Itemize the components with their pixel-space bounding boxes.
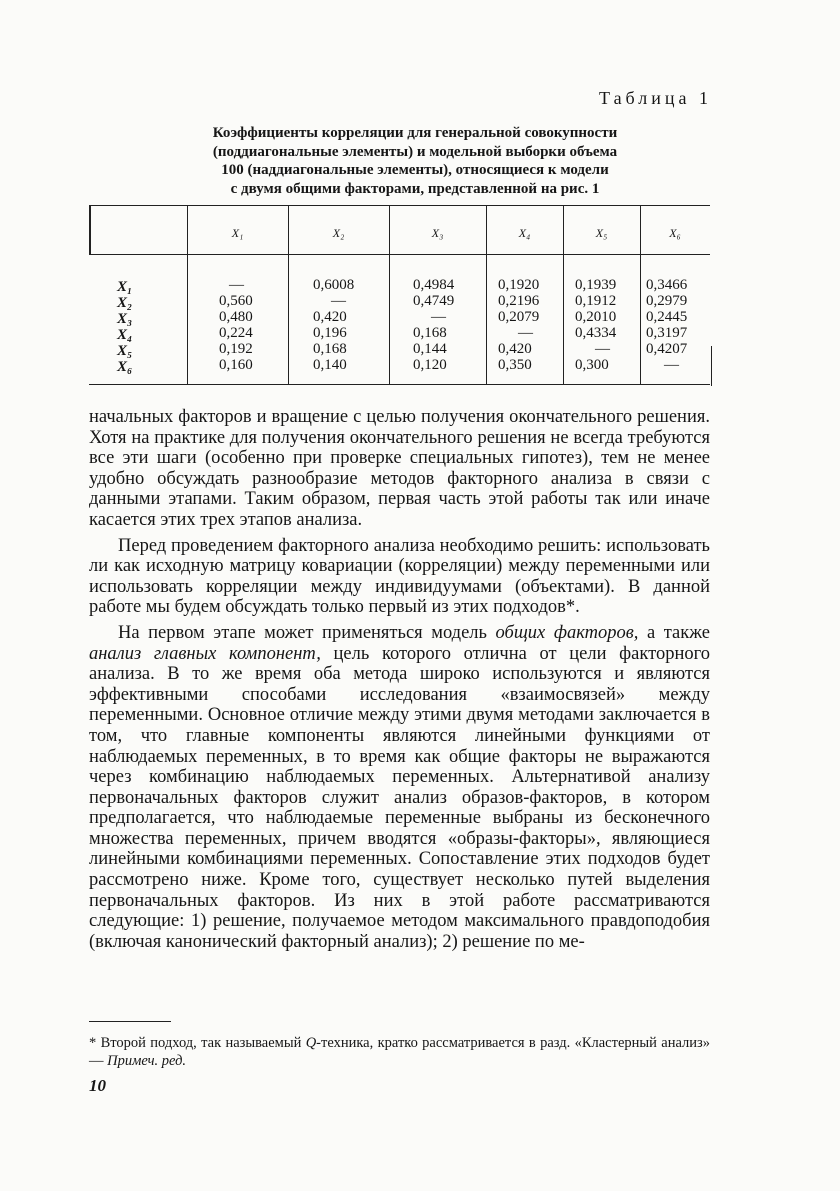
table-cell: — — [229, 277, 244, 293]
paragraph: Перед проведением факторного анализа необходимо решить: использовать ли как исходную матрицу ковариации (корреляции) между переменными или использовать корреляции между индивидуумами (объектами). В данной работе мы будем обсуждать только первый из этих подходов*. — [89, 535, 710, 618]
table-cell: — — [595, 341, 610, 357]
table-cell: 0,3466 — [646, 277, 688, 293]
column-header: X₅ — [595, 226, 608, 240]
page-number: 10 — [89, 1076, 106, 1095]
table-cell: 0,2010 — [575, 309, 617, 325]
table-cell: 0,2445 — [646, 309, 688, 325]
column-header: X₁ — [231, 226, 244, 240]
table-cell: 0,350 — [498, 357, 532, 373]
row-label: X₁ — [117, 279, 133, 295]
table-column-x3 — [413, 277, 454, 373]
table-cell: 0,140 — [313, 357, 347, 373]
column-header: X₂ — [332, 226, 345, 240]
table-cell: 0,224 — [219, 325, 253, 341]
footnote-italic: Примеч. ред. — [107, 1053, 187, 1069]
italic-term: анализ главных компонент, — [89, 643, 321, 664]
table-cell: 0,6008 — [313, 277, 355, 293]
table-column-x4 — [498, 277, 539, 373]
table-cell: 0,4334 — [575, 325, 617, 341]
row-label: X₆ — [117, 359, 133, 375]
body-text — [89, 407, 710, 952]
table-cell: 0,420 — [498, 341, 532, 357]
footnote-rule — [89, 1021, 171, 1022]
correlation-table — [89, 205, 710, 385]
table-cell: 0,4207 — [646, 341, 688, 357]
table-caption: Коэффициенты корреляции для генеральной совокупности (поддиагональные элементы) и модельной выборки объема 100 (наддиагональные элементы), относящиеся к модели с двумя общими факторами, представленной на рис. 1 — [212, 125, 618, 197]
table-cell: 0,160 — [219, 357, 253, 373]
table-cell: 0,4749 — [413, 293, 455, 309]
table-cell: 0,2079 — [498, 309, 540, 325]
footnote-text: * Второй подход, так называемый — [89, 1035, 306, 1051]
table-cell: 0,168 — [413, 325, 447, 341]
italic-term: общих факторов, — [495, 622, 639, 643]
footnote-text: -техника, кратко рассматривается в разд. «Кластерный анализ» — — [89, 1035, 710, 1069]
table-label: Таблица 1 — [599, 88, 712, 108]
table-cell: 0,1912 — [575, 293, 617, 309]
table-cell: 0,4984 — [413, 277, 455, 293]
row-label: X₂ — [117, 295, 133, 311]
table-column-x6 — [646, 277, 687, 373]
table-cell: — — [331, 293, 346, 309]
column-header: X₄ — [518, 226, 531, 240]
text-run: цель которого отлична от цели факторного анализа. В то же время оба метода широко используются и являются эффективными способами исследования «взаимосвязей» между переменными. Основное отличие между этими двумя методами заключается в том, что главные компоненты являются линейными функциями от наблюдаемых переменных, в то время как общие факторы не выражаются через комбинацию наблюдаемых переменных. Альтернативой анализу первоначальных факторов служит анализ образов-факторов, в котором предполагается, что наблюдаемые переменные выбраны из бесконечного множества переменных, причем вводятся «образы-факторы», являющиеся линейными комбинациями переменных. Сопоставление этих подходов будет рассмотрено ниже. Кроме того, существует несколько путей выделения первоначальных факторов. Из них в этой работе рассматриваются следующие: 1) решение, получаемое методом максимального правдоподобия (включая канонический факторный анализ); 2) решение по ме- — [89, 643, 710, 952]
table-left-border — [89, 206, 91, 254]
table-header-separator — [89, 254, 710, 255]
paragraph — [89, 623, 710, 953]
footnote-italic: Q — [305, 1035, 317, 1051]
paragraph: начальных факторов и вращение с целью получения окончательного решения. Хотя на практике для получения окончательного решения не всегда требуются все эти шаги (особенно при проверке специальных гипотез), тем не менее удобно обсуждать разнообразие методов факторного анализа в связи с данными этапами. Таким образом, первая часть этой работы так или иначе касается этих трех этапов анализа. — [89, 407, 710, 530]
footnote — [89, 1034, 710, 1070]
table-column-x2 — [313, 277, 354, 373]
table-cell: 0,120 — [413, 357, 447, 373]
row-label: X₄ — [117, 327, 133, 343]
column-header: X₃ — [431, 226, 444, 240]
table-cell: 0,196 — [313, 325, 347, 341]
table-column-x5 — [575, 277, 616, 373]
table-cell: 0,420 — [313, 309, 347, 325]
table-cell: — — [518, 325, 533, 341]
table-cell: 0,192 — [219, 341, 253, 357]
column-header: X₆ — [669, 226, 681, 240]
table-cell: 0,168 — [313, 341, 347, 357]
table-cell: 0,1939 — [575, 277, 617, 293]
table-cell: 0,3197 — [646, 325, 688, 341]
table-cell: 0,2196 — [498, 293, 540, 309]
table-cell: 0,560 — [219, 293, 253, 309]
table-cell: 0,2979 — [646, 293, 688, 309]
table-cell: 0,480 — [219, 309, 253, 325]
text-run: а также — [638, 622, 710, 643]
text-run: На первом этапе может применяться модель — [118, 622, 496, 643]
table-cell: — — [431, 309, 446, 325]
table-cell: 0,300 — [575, 357, 609, 373]
row-label: X₅ — [117, 343, 133, 359]
table-column-x1 — [219, 277, 253, 373]
table-cell: — — [664, 357, 679, 373]
table-cell: 0,144 — [413, 341, 447, 357]
row-label: X₃ — [117, 311, 133, 327]
table-right-border — [711, 346, 713, 386]
table-cell: 0,1920 — [498, 277, 540, 293]
row-labels — [117, 279, 132, 375]
